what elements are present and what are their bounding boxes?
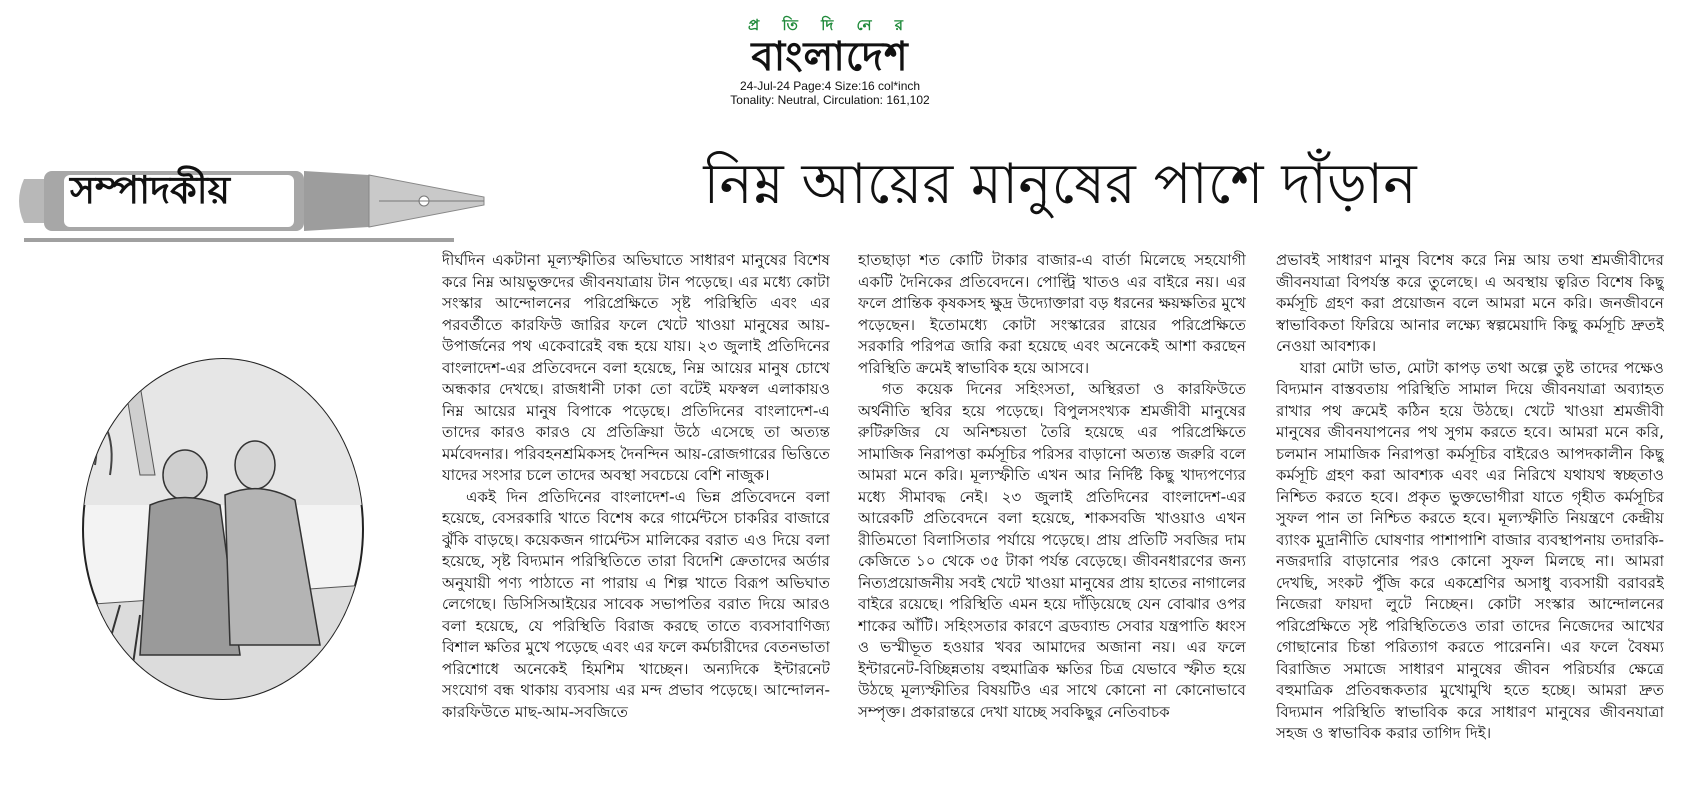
article-column-2 [858,250,1246,795]
paragraph: গত কয়েক দিনের সহিংসতা, অস্থিরতা ও কারফিউতে অর্থনীতি স্থবির হয়ে পড়েছে। বিপুলসংখ্যক শ্রমজীবী মানুষের রুটিরুজির যে অনিশ্চয়তা তৈরি হয়েছে এর পরিপ্রেক্ষিতে সামাজিক নিরাপত্তা কর্মসূচির পরিসর বাড়ানো অত্যন্ত জরুরি বলে আমরা মনে করি। মূল্যস্ফীতি এখন আর নির্দিষ্ট কিছু খাদ্যপণ্যের মধ্যে সীমাবদ্ধ নেই। ২৩ জুলাই প্রতিদিনের বাংলাদেশ-এর আরেকটি প্রতিবেদনে বলা হয়েছে, শাকসবজি খাওয়াও এখন রীতিমতো বিলাসিতার পর্যায়ে পড়েছে। প্রায় প্রতিটি সবজির দাম কেজিতে ১০ থেকে ৩৫ টাকা পর্যন্ত বেড়েছে। জীবনধারণের জন্য নিত্যপ্রয়োজনীয় সবই খেটে খাওয়া মানুষের প্রায় হাতের নাগালের বাইরে রয়েছে। পরিস্থিতি এমন হয়ে দাঁড়িয়েছে যেন বোঝার ওপর শাকের আঁটি। সহিংসতার কারণে ব্রডব্যান্ড সেবার যন্ত্রপাতি ধ্বংস ও ভস্মীভূত হওয়ার খবর আমাদের অজানা নয়। এর ফলে ইন্টারনেট-বিচ্ছিন্নতায় বহুমাত্রিক ক্ষতির চিত্র যেভাবে স্ফীত হয়ে উঠছে মূল্যস্ফীতির বিষয়টিও এর সাথে কোনো না কোনোভাবে সম্পৃক্ত। প্রকারান্তরে দেখা যাচ্ছে সবকিছুর নেতিবাচক [858,380,1246,721]
masthead [690,16,970,80]
article-column-1 [442,250,830,795]
paragraph: যারা মোটা ভাত, মোটা কাপড় তথা অল্পে তুষ্ট তাদের পক্ষেও বিদ্যমান বাস্তবতায় পরিস্থিতি সামাল দিয়ে জীবনযাত্রা অব্যাহত রাখার পথ ক্রমেই কঠিন হয়ে উঠছে। খেটে খাওয়া শ্রমজীবী মানুষের জীবনযাপনের পথ সুগম করতে হবে। আমরা মনে করি, চলমান সামাজিক নিরাপত্তা কর্মসূচির বাইরেও আপদকালীন কিছু কর্মসূচি গ্রহণ করা আবশ্যক এবং এর নিরিখে যথাযথ স্বচ্ছতাও নিশ্চিত করতে হবে। প্রকৃত ভুক্তভোগীরা যাতে গৃহীত কর্মসূচির সুফল পান তা নিশ্চিত করতে হবে। মূল্যস্ফীতি নিয়ন্ত্রণে কেন্দ্রীয় ব্যাংক মুদ্রানীতি ঘোষণার পাশাপাশি বাজার ব্যবস্থাপনায় তদারকি-নজরদারি বাড়ানোর পরও কোনো সুফল মিলছে না। আমরা দেখছি, সংকট পুঁজি করে একশ্রেণির অসাধু ব্যবসায়ী বরাবরই নিজেরা ফায়দা লুটে নিচ্ছেন। কোটা সংস্কার আন্দোলনের পরিপ্রেক্ষিতে সৃষ্ট পরিস্থিতিতেও তারা তাদের নিজেদের আখের গোছানোর চিন্তা পরিত্যাগ করতে পারেননি। এর ফলে বৈষম্য বিরাজিত সমাজে সাধারণ মানুষের জীবন পরিচর্যার ক্ষেত্রে বহুমাত্রিক প্রতিবন্ধকতার মুখোমুখি হতে হচ্ছে। আমরা দ্রুত বিদ্যমান পরিস্থিতি স্বাভাবিক করে সাধারণ মানুষের জীবনযাত্রা সহজ ও স্বাভাবিক করার তাগিদ দিই। [1276,358,1664,742]
masthead-top: প্র তি দি নে র [747,16,913,34]
paragraph: প্রভাবই সাধারণ মানুষ বিশেষ করে নিম্ন আয় তথা শ্রমজীবীদের জীবনযাত্রা বিপর্যস্ত করে তুলেছে। এ অবস্থায় ত্বরিত বিশেষ কিছু কর্মসূচি গ্রহণ করা প্রয়োজন বলে আমরা মনে করি। জনজীবনে স্বাভাবিকতা ফিরিয়ে আনার লক্ষ্যে স্বল্পমেয়াদি কিছু কর্মসূচি দ্রুতই নেওয়া আবশ্যক। [1276,251,1664,355]
paragraph: একই দিন প্রতিদিনের বাংলাদেশ-এ ভিন্ন প্রতিবেদনে বলা হয়েছে, বেসরকারি খাতে বিশেষ করে গার্মেন্টসে চাকরির বাজারে ঝুঁকি বাড়ছে। কয়েকজন গার্মেন্টস মালিকের বরাত এও দিয়ে বলা হয়েছে, সৃষ্ট বিদ্যমান পরিস্থিতিতে তারা বিদেশি ক্রেতাদের অর্ডার অনুযায়ী পণ্য পাঠাতে না পারায় এ শিল্প খাতে বিরূপ অভিঘাত লেগেছে। ডিসিসিআইয়ের সাবেক সভাপতির বরাত দিয়ে আরও বলা হয়েছে, যে পরিস্থিতি বিরাজ করছে তাতে ব্যবসাবাণিজ্য বিশাল ক্ষতির মুখে পড়েছে এবং এর ফলে কর্মচারীদের বেতনভাতা পরিশোধে অনেকেই হিমশিম খাচ্ছেন। অন্যদিকে ইন্টারনেট সংযোগ বন্ধ থাকায় ব্যবসায় এর মন্দ প্রভাব পড়েছে। আন্দোলন-কারফিউতে মাছ-আম-সবজিতে [442,487,830,721]
section-label: সম্পাদকীয় [70,168,230,212]
masthead-name: বাংলাদেশ [751,34,909,80]
paragraph: হাতছাড়া শত কোটি টাকার বাজার-এ বার্তা মিলেছে সহযোগী একটি দৈনিকের প্রতিবেদনে। পোল্ট্রি খাতও এর বাইরে নয়। এর ফলে প্রান্তিক কৃষকসহ ক্ষুদ্র উদ্যোক্তারা বড় ধরনের ক্ষয়ক্ষতির মুখে পড়েছেন। ইতোমধ্যে কোটা সংস্কারের রায়ের পরিপ্রেক্ষিতে সরকারি পরিপত্র জারি করা হয়েছে এবং অনেকেই আশা করছেন পরিস্থিতি ক্রমেই স্বাভাবিক হয়ে আসবে। [858,251,1246,377]
headline: নিম্ন আয়ের মানুষের পাশে দাঁড়ান [703,152,1417,217]
clip-meta [680,79,980,107]
article-column-3 [1276,250,1664,795]
clip-meta-line2: Tonality: Neutral, Circulation: 161,102 [730,93,930,107]
editorial-illustration [80,355,366,703]
clip-meta-line1: 24-Jul-24 Page:4 Size:16 col*inch [739,79,921,93]
paragraph: দীর্ঘদিন একটানা মূল্যস্ফীতির অভিঘাতে সাধারণ মানুষের বিশেষ করে নিম্ন আয়ভুক্তদের জীবনযাত্রায় টান পড়েছে। এর মধ্যে কোটা সংস্কার আন্দোলনের পরিপ্রেক্ষিতে সৃষ্ট পরিস্থিতি এবং এর পরবর্তীতে কারফিউ জারির ফলে খেটে খাওয়া মানুষের আয়-উপার্জনের পথ একেবারেই বন্ধ হয়ে যায়। ২৩ জুলাই প্রতিদিনের বাংলাদেশ-এর প্রতিবেদনে বলা হয়েছে, নিম্ন আয়ের মানুষ চোখে অন্ধকার দেখছে। রাজধানী ঢাকা তো বটেই মফস্বল এলাকায়ও নিম্ন আয়ের মানুষ বিপাকে পড়েছে। প্রতিদিনের বাংলাদেশ-এ তাদের কারও কারও যে প্রতিক্রিয়া উঠে এসেছে তা অত্যন্ত মর্মবেদনার। পরিবহনশ্রমিকসহ দৈনন্দিন আয়-রোজগারের ভিত্তিতে যাদের সংসার চলে তাদের অবস্থা সবচেয়ে বেশি নাজুক। [442,251,830,484]
